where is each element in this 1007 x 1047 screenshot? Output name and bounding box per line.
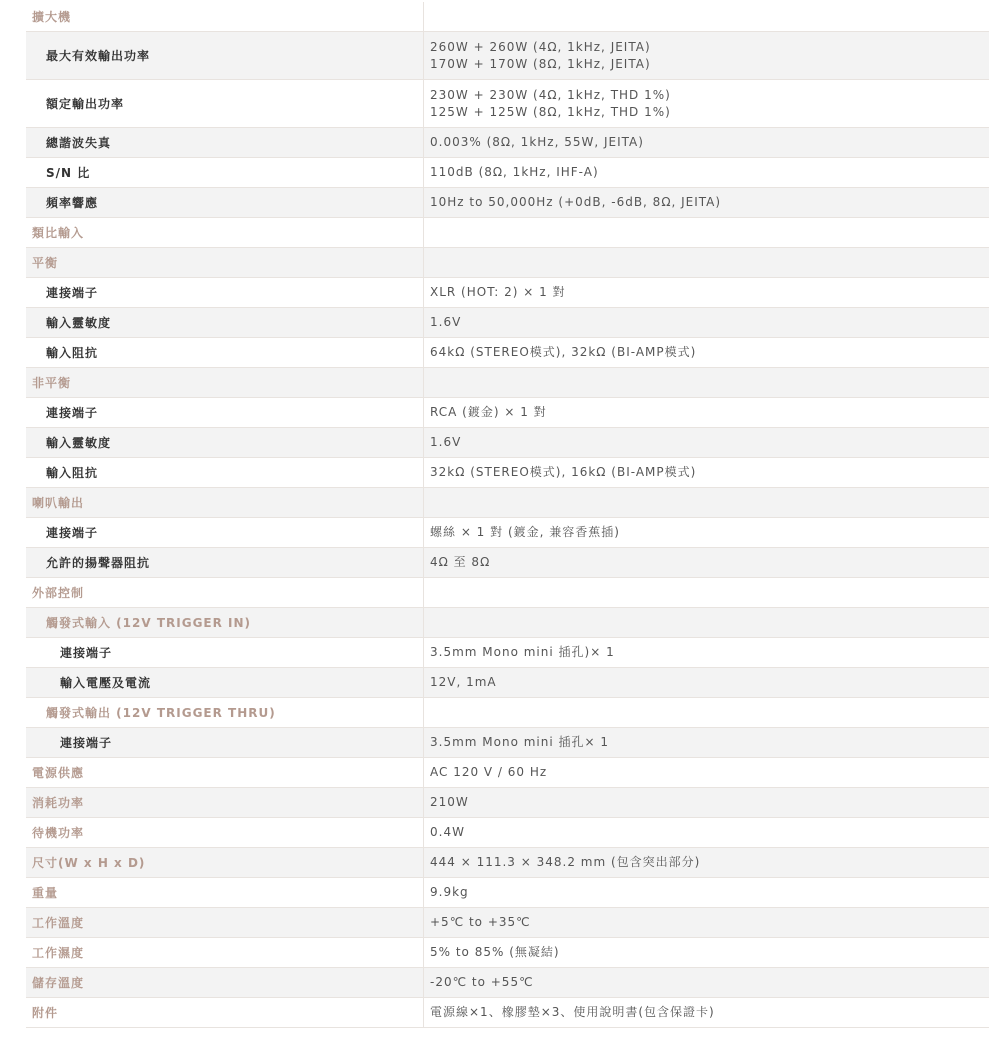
spec-label: 喇叭輸出: [26, 488, 424, 517]
spec-label: 輸入電壓及電流: [26, 668, 424, 697]
spec-row: [26, 188, 989, 218]
spec-label: 頻率響應: [26, 188, 424, 217]
spec-value-line: 1.6V: [430, 435, 462, 449]
spec-label: 額定輸出功率: [26, 80, 424, 127]
spec-value-line: 32kΩ (STEREO模式), 16kΩ (BI-AMP模式): [430, 465, 697, 479]
spec-label: 輸入靈敏度: [26, 428, 424, 457]
spec-label: 附件: [26, 998, 424, 1027]
spec-section-row: [26, 938, 989, 968]
spec-label: 外部控制: [26, 578, 424, 607]
spec-label: 尺寸(W x H x D): [26, 848, 424, 877]
spec-value: [424, 428, 989, 457]
spec-label: 觸發式輸出 (12V TRIGGER THRU): [26, 698, 424, 727]
spec-row: [26, 32, 989, 80]
spec-section-row: [26, 998, 989, 1028]
spec-value: [424, 578, 989, 607]
spec-value-line: 9.9kg: [430, 885, 469, 899]
spec-label: 非平衡: [26, 368, 424, 397]
spec-label: 輸入阻抗: [26, 338, 424, 367]
spec-row: [26, 518, 989, 548]
spec-label: 連接端子: [26, 518, 424, 547]
spec-value-line: 110dB (8Ω, 1kHz, IHF-A): [430, 165, 599, 179]
spec-section-row: [26, 368, 989, 398]
spec-row: [26, 728, 989, 758]
spec-value: [424, 698, 989, 727]
spec-value-line: 電源線×1、橡膠墊×3、使用說明書(包含保證卡): [430, 1005, 715, 1019]
spec-label: 連接端子: [26, 728, 424, 757]
spec-value: [424, 758, 989, 787]
spec-label: 總諧波失真: [26, 128, 424, 157]
spec-row: [26, 128, 989, 158]
spec-value: [424, 218, 989, 247]
spec-value: [424, 368, 989, 397]
spec-row: [26, 548, 989, 578]
spec-value-line: 0.4W: [430, 825, 465, 839]
spec-label: 連接端子: [26, 278, 424, 307]
spec-value: [424, 728, 989, 757]
spec-value-line: 1.6V: [430, 315, 462, 329]
spec-label: 電源供應: [26, 758, 424, 787]
spec-value-line: 170W + 170W (8Ω, 1kHz, JEITA): [430, 56, 651, 71]
spec-value-line: 260W + 260W (4Ω, 1kHz, JEITA): [430, 39, 651, 54]
spec-row: [26, 80, 989, 128]
spec-value: [424, 278, 989, 307]
spec-label: 連接端子: [26, 638, 424, 667]
spec-value: [424, 248, 989, 277]
spec-value: [424, 488, 989, 517]
spec-value: [424, 548, 989, 577]
spec-section-row: [26, 908, 989, 938]
spec-value: [424, 518, 989, 547]
spec-value-line: XLR (HOT: 2) × 1 對: [430, 285, 566, 299]
spec-value: [424, 878, 989, 907]
spec-row: [26, 458, 989, 488]
spec-row: [26, 428, 989, 458]
spec-section-row: [26, 488, 989, 518]
spec-label: 輸入靈敏度: [26, 308, 424, 337]
spec-row: [26, 278, 989, 308]
spec-value: [424, 80, 989, 127]
spec-value-line: 0.003% (8Ω, 1kHz, 55W, JEITA): [430, 135, 644, 149]
spec-row: [26, 638, 989, 668]
spec-value: [424, 848, 989, 877]
spec-value: [424, 458, 989, 487]
spec-value-line: 210W: [430, 795, 469, 809]
spec-label: 擴大機: [26, 2, 424, 31]
spec-label: 輸入阻抗: [26, 458, 424, 487]
spec-value: [424, 608, 989, 637]
spec-value-line: 5% to 85% (無凝結): [430, 945, 560, 959]
spec-row: [26, 338, 989, 368]
spec-value: [424, 2, 989, 31]
spec-section-row: [26, 848, 989, 878]
spec-value: [424, 998, 989, 1027]
spec-label: 重量: [26, 878, 424, 907]
spec-row: [26, 158, 989, 188]
spec-value: [424, 188, 989, 217]
spec-section-row: [26, 698, 989, 728]
spec-value: [424, 308, 989, 337]
spec-section-row: [26, 968, 989, 998]
spec-value: [424, 638, 989, 667]
spec-value: [424, 128, 989, 157]
spec-value-line: 444 × 111.3 × 348.2 mm (包含突出部分): [430, 855, 701, 869]
spec-row: [26, 398, 989, 428]
spec-section-row: [26, 2, 989, 32]
spec-label: 觸發式輸入 (12V TRIGGER IN): [26, 608, 424, 637]
spec-section-row: [26, 818, 989, 848]
spec-value-line: 3.5mm Mono mini 插孔)× 1: [430, 645, 615, 659]
spec-value: [424, 968, 989, 997]
spec-value-line: RCA (鍍金) × 1 對: [430, 405, 547, 419]
spec-value: [424, 32, 989, 79]
spec-label: 允許的揚聲器阻抗: [26, 548, 424, 577]
spec-label: 儲存溫度: [26, 968, 424, 997]
spec-label: 類比輸入: [26, 218, 424, 247]
spec-value-line: 4Ω 至 8Ω: [430, 555, 491, 569]
spec-value: [424, 158, 989, 187]
spec-label: 消耗功率: [26, 788, 424, 817]
spec-section-row: [26, 218, 989, 248]
spec-table: [26, 2, 989, 1028]
spec-value-line: -20℃ to +55℃: [430, 975, 534, 989]
spec-value-line: 230W + 230W (4Ω, 1kHz, THD 1%): [430, 87, 671, 102]
spec-section-row: [26, 878, 989, 908]
spec-value: [424, 788, 989, 817]
spec-label: 工作溫度: [26, 908, 424, 937]
spec-value: [424, 818, 989, 847]
spec-value-line: +5℃ to +35℃: [430, 915, 531, 929]
spec-label: 待機功率: [26, 818, 424, 847]
spec-label: 最大有效輸出功率: [26, 32, 424, 79]
spec-value-line: 64kΩ (STEREO模式), 32kΩ (BI-AMP模式): [430, 345, 697, 359]
spec-value-line: 125W + 125W (8Ω, 1kHz, THD 1%): [430, 104, 671, 119]
spec-section-row: [26, 758, 989, 788]
spec-value: [424, 938, 989, 967]
spec-value: [424, 668, 989, 697]
spec-section-row: [26, 788, 989, 818]
spec-section-row: [26, 578, 989, 608]
spec-value-line: 12V, 1mA: [430, 675, 497, 689]
spec-section-row: [26, 608, 989, 638]
spec-value-line: 螺絲 × 1 對 (鍍金, 兼容香蕉插): [430, 525, 620, 539]
spec-value-line: AC 120 V / 60 Hz: [430, 765, 548, 779]
spec-row: [26, 668, 989, 698]
spec-section-row: [26, 248, 989, 278]
spec-value: [424, 908, 989, 937]
spec-row: [26, 308, 989, 338]
spec-label: 平衡: [26, 248, 424, 277]
spec-value: [424, 338, 989, 367]
spec-label: 連接端子: [26, 398, 424, 427]
spec-label: S/N 比: [26, 158, 424, 187]
spec-value-line: 3.5mm Mono mini 插孔× 1: [430, 735, 610, 749]
spec-value: [424, 398, 989, 427]
spec-label: 工作濕度: [26, 938, 424, 967]
spec-value-line: 10Hz to 50,000Hz (+0dB, -6dB, 8Ω, JEITA): [430, 195, 722, 209]
